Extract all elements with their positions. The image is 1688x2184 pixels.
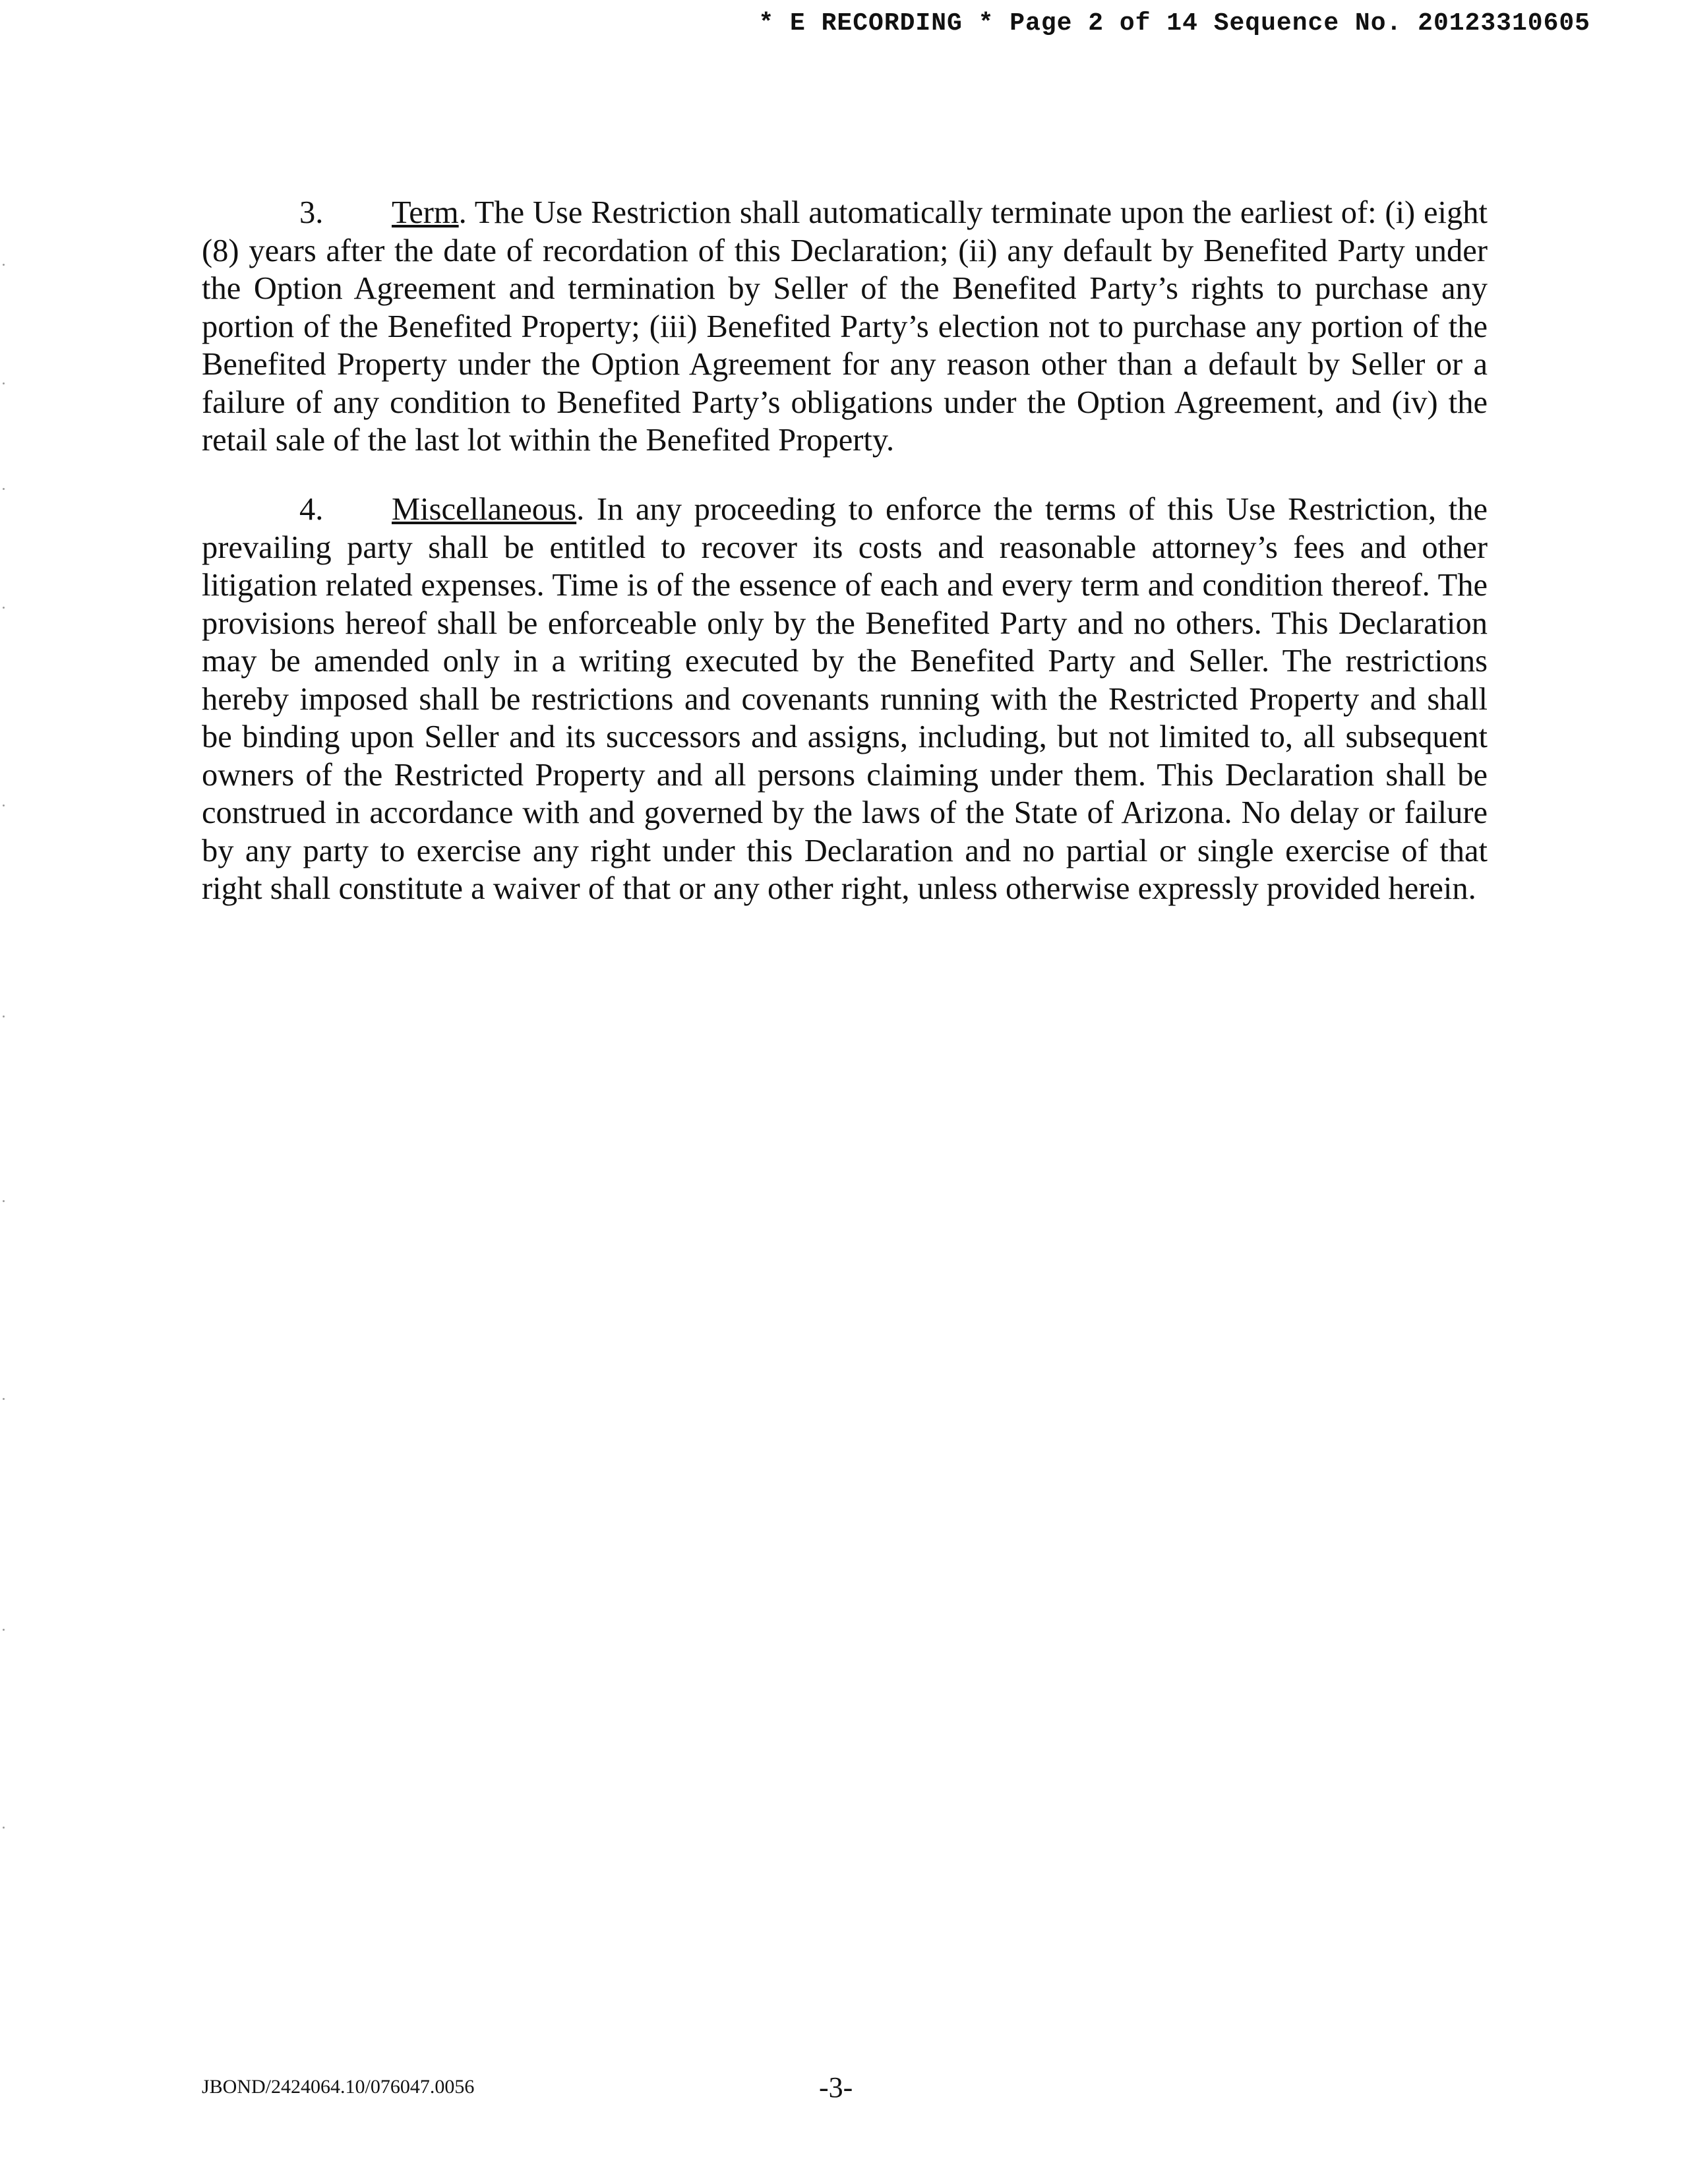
scan-speck (3, 1016, 5, 1017)
page-number: -3- (819, 2071, 853, 2104)
scan-edge-marks (3, 211, 8, 1926)
scan-speck (3, 1629, 5, 1631)
scan-speck (3, 382, 5, 384)
recording-header: * E RECORDING * Page 2 of 14 Sequence No. 20123310605 (758, 9, 1590, 38)
scan-speck (3, 1200, 5, 1202)
scan-speck (3, 264, 5, 266)
scan-speck (3, 1827, 5, 1829)
scan-speck (3, 804, 5, 806)
paragraph-term (202, 194, 1488, 460)
scan-speck (3, 1398, 5, 1400)
document-id: JBOND/2424064.10/076047.0056 (202, 2076, 475, 2098)
paragraph-number: 3. (299, 195, 324, 230)
scan-speck (3, 488, 5, 490)
scan-speck (3, 607, 5, 609)
paragraph-number: 4. (299, 492, 324, 527)
paragraph-miscellaneous (202, 491, 1488, 908)
paragraph-body (202, 194, 1488, 460)
paragraph-heading: Term (392, 195, 459, 230)
paragraph-body (202, 491, 1488, 908)
paragraph-text: . The Use Restriction shall automatically terminate upon the earliest of: (i) eight (8) years after the date of recordation of this Declaration; (ii) any default by Benefited Party under the Option Agreement and termination by Seller of the Benefited Party’s rights to purchase any portion of the Benefited Property; (iii) Benefited Party’s election not to purchase any portion of the Benefited Property under the Option Agreement for any reason other than a default by Seller or a failure of any condition to Benefited Party’s obligations under the Option Agreement, and (iv) the retail sale of the last lot within the Benefited Property. (202, 195, 1488, 458)
paragraph-heading: Miscellaneous (392, 492, 577, 527)
paragraph-text: . In any proceeding to enforce the terms of this Use Restriction, the prevailing party shall be entitled to recover its costs and reasonable attorney’s fees and other litigation related expenses. Time is of the essence of each and every term and condition thereof. The provisions hereof shall be enforceable only by the Benefited Party and no others. This Declaration may be amended only in a writing executed by the Benefited Party and Seller. The restrictions hereby imposed shall be restrictions and covenants running with the Restricted Property and shall be binding upon Seller and its successors and assigns, including, but not limited to, all subsequent owners of the Restricted Property and all persons claiming under them. This Declaration shall be construed in accordance with and governed by the laws of the State of Arizona. No delay or failure by any party to exercise any right under this Declaration and no partial or single exercise of that right shall constitute a waiver of that or any other right, unless otherwise expressly provided herein. (202, 492, 1488, 906)
